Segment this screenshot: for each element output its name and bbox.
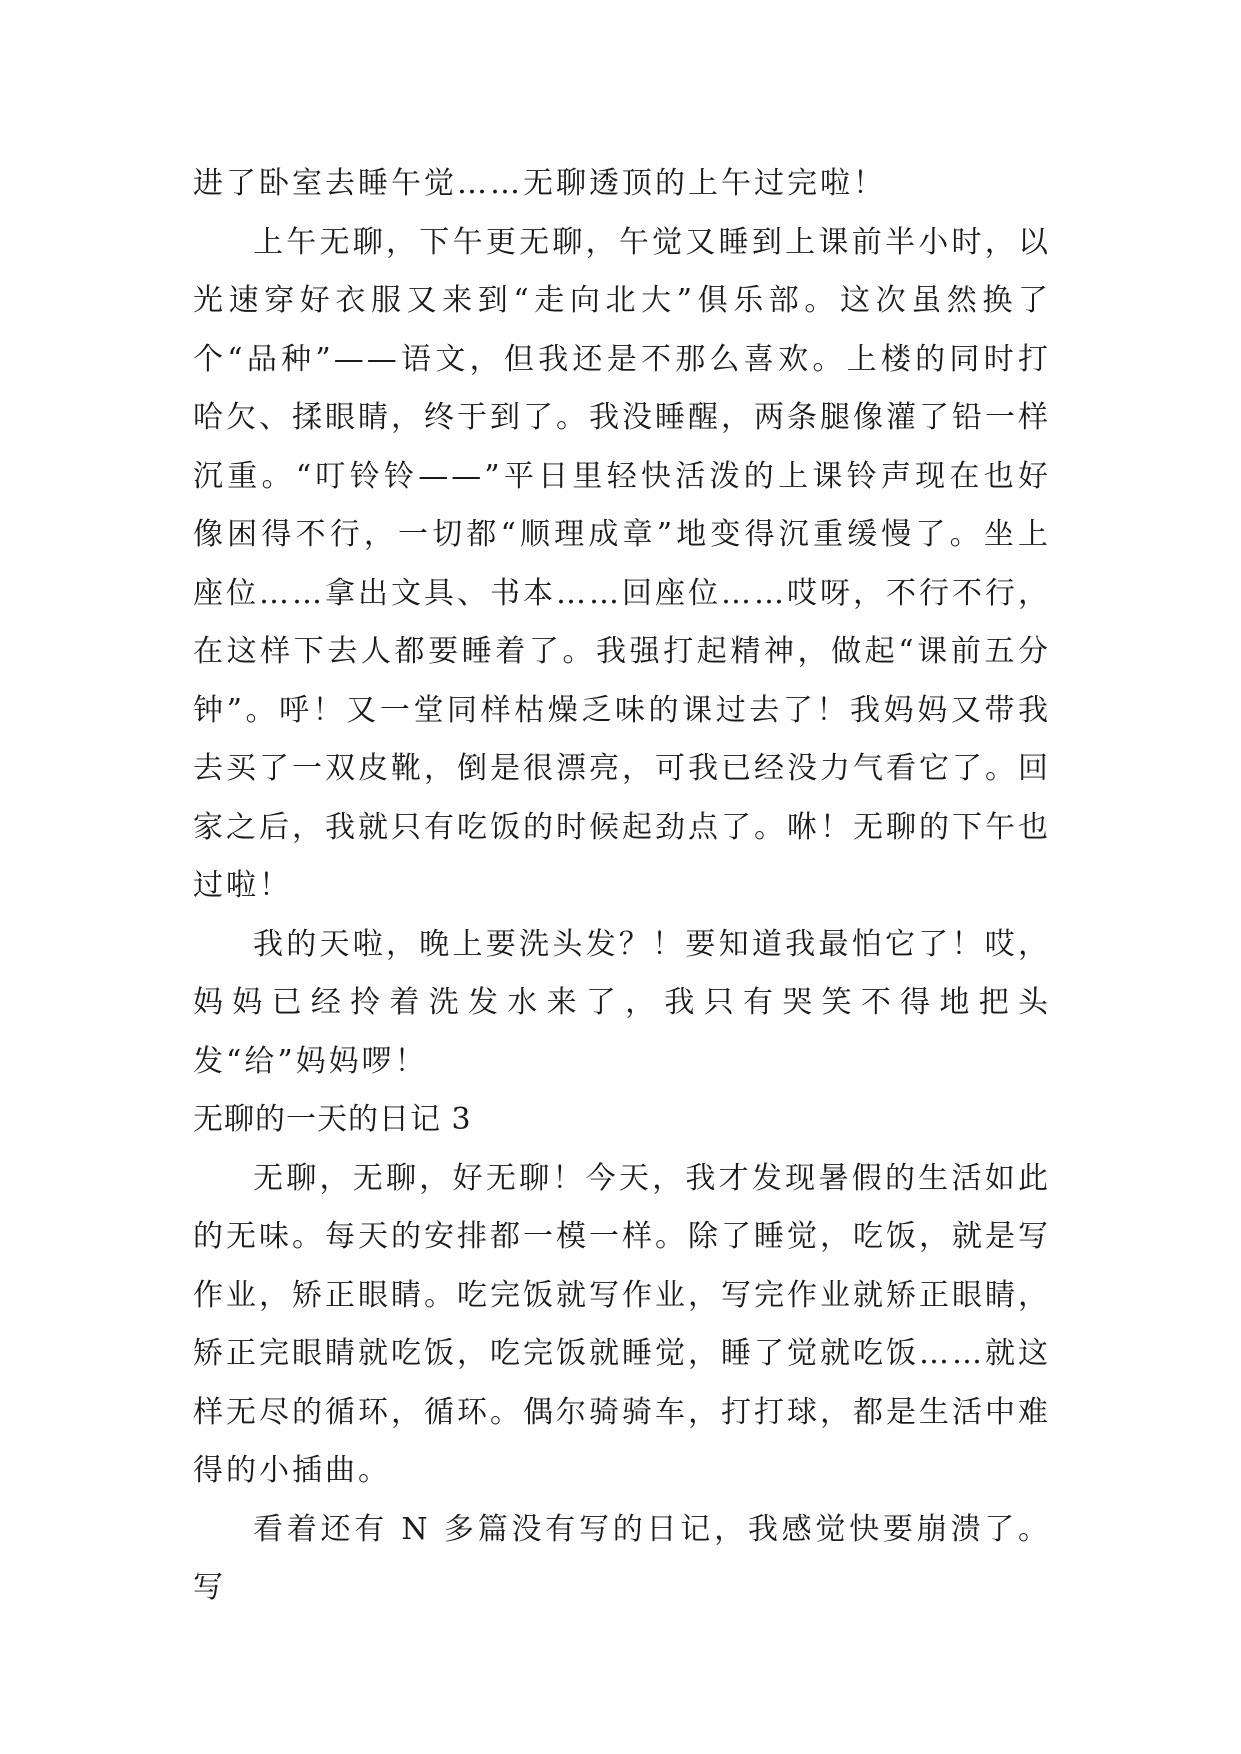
paragraph-summer-life: 无聊，无聊，好无聊！今天，我才发现暑假的生活如此的无味。每天的安排都一模一样。除了睡觉，吃饭，就是写作业，矫正眼睛。吃完饭就写作业，写完作业就矫正眼睛，矫正完眼睛就吃饭，吃完饭就睡觉，睡了觉就吃饭……就这样无尽的循环，循环。偶尔骑骑车，打打球，都是生活中难得的小插曲。 xyxy=(193,1160,1051,1488)
section-title: 无聊的一天的日记 3 xyxy=(193,1102,472,1137)
document-page xyxy=(193,155,1051,1618)
paragraph-continuation: 进了卧室去睡午觉……无聊透顶的上午过完啦！ xyxy=(193,166,886,201)
paragraph-diaries: 看着还有 N 多篇没有写的日记，我感觉快要崩溃了。写 xyxy=(193,1511,1051,1605)
paragraph-evening: 我的天啦，晚上要洗头发？！要知道我最怕它了！哎，妈妈已经拎着洗发水来了，我只有哭笑不得地把头发“给”妈妈啰！ xyxy=(193,926,1051,1079)
paragraph-afternoon: 上午无聊，下午更无聊，午觉又睡到上课前半小时，以光速穿好衣服又来到“走向北大”俱乐部。这次虽然换了个“品种”——语文，但我还是不那么喜欢。上楼的同时打哈欠、揉眼睛，终于到了。我没睡醒，两条腿像灌了铅一样沉重。“叮铃铃——”平日里轻快活泼的上课铃声现在也好像困得不行，一切都“顺理成章”地变得沉重缓慢了。坐上座位……拿出文具、书本……回座位……哎呀，不行不行，在这样下去人都要睡着了。我强打起精神，做起“课前五分钟”。呼！又一堂同样枯燥乏味的课过去了！我妈妈又带我去买了一双皮靴，倒是很漂亮，可我已经没力气看它了。回家之后，我就只有吃饭的时候起劲点了。咻！无聊的下午也过啦！ xyxy=(193,224,1051,903)
